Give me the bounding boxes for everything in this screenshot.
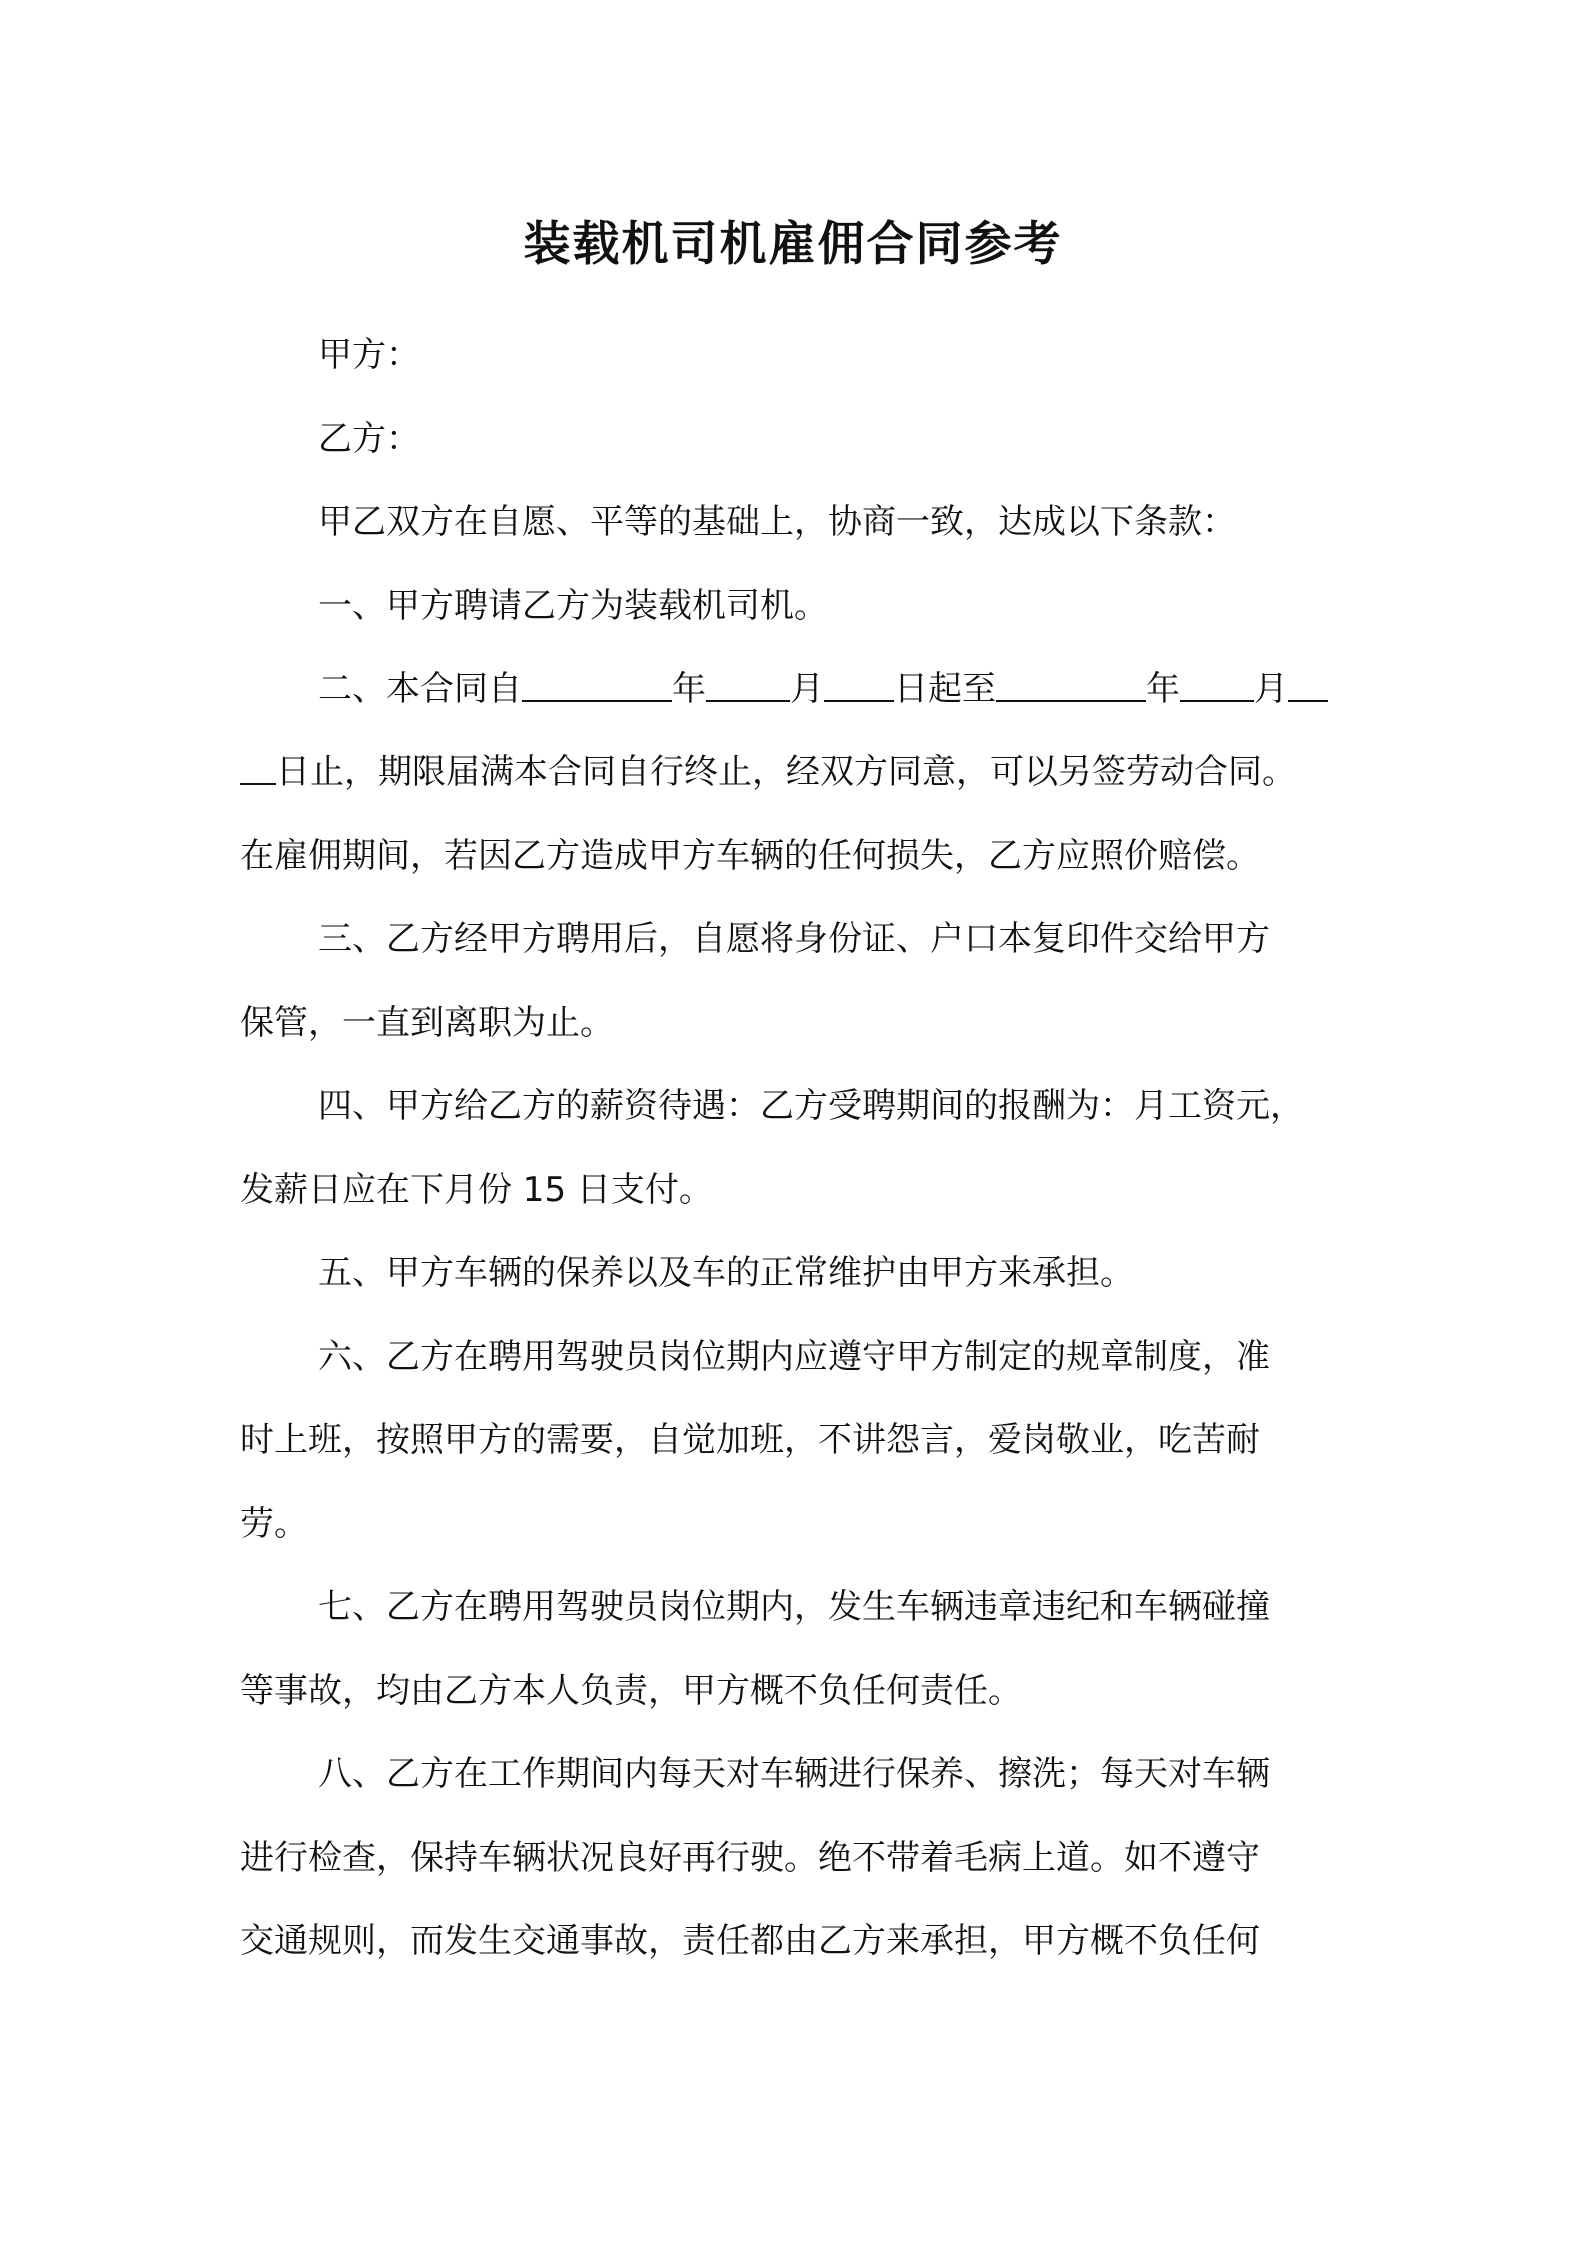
year-label: 年 bbox=[672, 669, 706, 709]
clause-8-line-1: 八、乙方在工作期间内每天对车辆进行保养、擦洗；每天对车辆 bbox=[318, 1754, 1270, 1794]
end-day-blank-part-2 bbox=[240, 749, 276, 785]
end-month-blank bbox=[1180, 666, 1254, 702]
clause-5-line: 五、甲方车辆的保养以及车的正常维护由甲方来承担。 bbox=[318, 1253, 1134, 1293]
start-year-blank bbox=[522, 666, 672, 702]
clause-6-line-2: 时上班，按照甲方的需要，自觉加班，不讲怨言，爱岗敬业，吃苦耐 bbox=[240, 1420, 1260, 1460]
month-label-2: 月 bbox=[1254, 669, 1288, 709]
clause-2-line-1 bbox=[318, 664, 1348, 714]
start-day-blank bbox=[824, 666, 894, 702]
preamble-line: 甲乙双方在自愿、平等的基础上，协商一致，达成以下条款： bbox=[318, 502, 1236, 542]
clause-2-line-3: 在雇佣期间，若因乙方造成甲方车辆的任何损失，乙方应照价赔偿。 bbox=[240, 836, 1260, 876]
document-title: 装载机司机雇佣合同参考 bbox=[523, 217, 1063, 272]
day-until-label: 日起至 bbox=[894, 669, 996, 709]
clause-2-text-start: 二、本合同自 bbox=[318, 669, 522, 709]
clause-3-line-2: 保管，一直到离职为止。 bbox=[240, 1003, 614, 1043]
clause-3-line-1: 三、乙方经甲方聘用后，自愿将身份证、户口本复印件交给甲方 bbox=[318, 919, 1270, 959]
end-day-blank-part-1 bbox=[1288, 666, 1328, 702]
clause-2-line-2 bbox=[240, 747, 1350, 797]
clause-4-line-1: 四、甲方给乙方的薪资待遇：乙方受聘期间的报酬为：月工资元， bbox=[318, 1086, 1304, 1126]
clause-4-line-2: 发薪日应在下月份 15 日支付。 bbox=[240, 1170, 713, 1210]
end-year-blank bbox=[996, 666, 1146, 702]
clause-6-line-1: 六、乙方在聘用驾驶员岗位期内应遵守甲方制定的规章制度，准 bbox=[318, 1337, 1270, 1377]
month-label: 月 bbox=[790, 669, 824, 709]
party-a-line: 甲方： bbox=[318, 335, 420, 375]
start-month-blank bbox=[706, 666, 790, 702]
year-label-2: 年 bbox=[1146, 669, 1180, 709]
clause-1-line: 一、甲方聘请乙方为装载机司机。 bbox=[318, 586, 828, 626]
clause-8-line-3: 交通规则，而发生交通事故，责任都由乙方来承担，甲方概不负任何 bbox=[240, 1921, 1260, 1961]
clause-7-line-2: 等事故，均由乙方本人负责，甲方概不负任何责任。 bbox=[240, 1671, 1022, 1711]
clause-6-line-3: 劳。 bbox=[240, 1504, 308, 1544]
clause-7-line-1: 七、乙方在聘用驾驶员岗位期内，发生车辆违章违纪和车辆碰撞 bbox=[318, 1587, 1270, 1627]
clause-8-line-2: 进行检查，保持车辆状况良好再行驶。绝不带着毛病上道。如不遵守 bbox=[240, 1838, 1260, 1878]
party-b-line: 乙方： bbox=[318, 419, 420, 459]
clause-2-text-end: 日止，期限届满本合同自行终止，经双方同意，可以另签劳动合同。 bbox=[276, 752, 1296, 792]
